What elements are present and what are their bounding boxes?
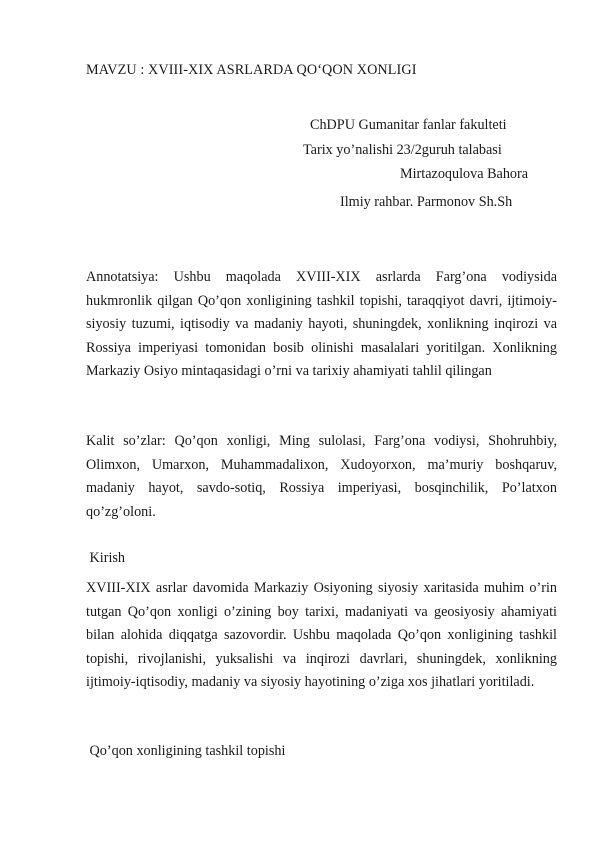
- author-name: Mirtazoqulova Bahora: [400, 166, 529, 182]
- paper-title: MAVZU : XVIII-XIX ASRLARDA QO‘QON XONLIGI: [86, 62, 417, 78]
- section-heading: Qo’qon xonligining tashkil topishi: [86, 743, 286, 759]
- author-faculty: ChDPU Gumanitar fanlar fakulteti: [310, 117, 507, 133]
- abstract-paragraph: Annotatsiya: Ushbu maqolada XVIII-XIX asrlarda Farg’ona vodiysida hukmronlik qilgan Qo’qon xonligining tashkil topishi, taraqqiyot davri, ijtimoiy-siyosiy tuzumi, iqtisodiy va madaniy hayoti, shuningdek, xonlikning inqirozi va Rossiya imperiyasi tomonidan bosib olinishi masalalari yoritilgan. Xonlikning Markaziy Osiyo mintaqasidagi o’rni va tarixiy ahamiyati tahlil qilingan: [86, 269, 557, 380]
- author-group: Tarix yo’nalishi 23/2guruh talabasi: [303, 142, 502, 158]
- keywords-paragraph: Kalit so’zlar: Qo’qon xonligi, Ming sulolasi, Farg’ona vodiysi, Shohruhbiy, Olimxon, Umarxon, Muhammadalixon, Xudoyorxon, ma’muriy boshqaruv, madaniy hayot, savdo-sotiq, Rossiya imperiyasi, bosqinchilik, Po’latxon qo’zg’oloni.: [86, 433, 557, 520]
- intro-paragraph: XVIII-XIX asrlar davomida Markaziy Osiyoning siyosiy xaritasida muhim o’rin tutgan Qo’qon xonligi o’zining boy tarixi, madaniyati va geosiyosiy ahamiyati bilan alohida diqqatga sazovordir. Ushbu maqolada Qo’qon xonligining tashkil topishi, rivojlanishi, yuksalishi va inqirozi davrlari, shuningdek, xonlikning ijtimoiy-iqtisodiy, madaniy va siyosiy hayotining o’ziga xos jihatlari yoritiladi.: [86, 580, 557, 691]
- supervisor: Ilmiy rahbar. Parmonov Sh.Sh: [340, 194, 513, 210]
- intro-heading: Kirish: [86, 550, 126, 566]
